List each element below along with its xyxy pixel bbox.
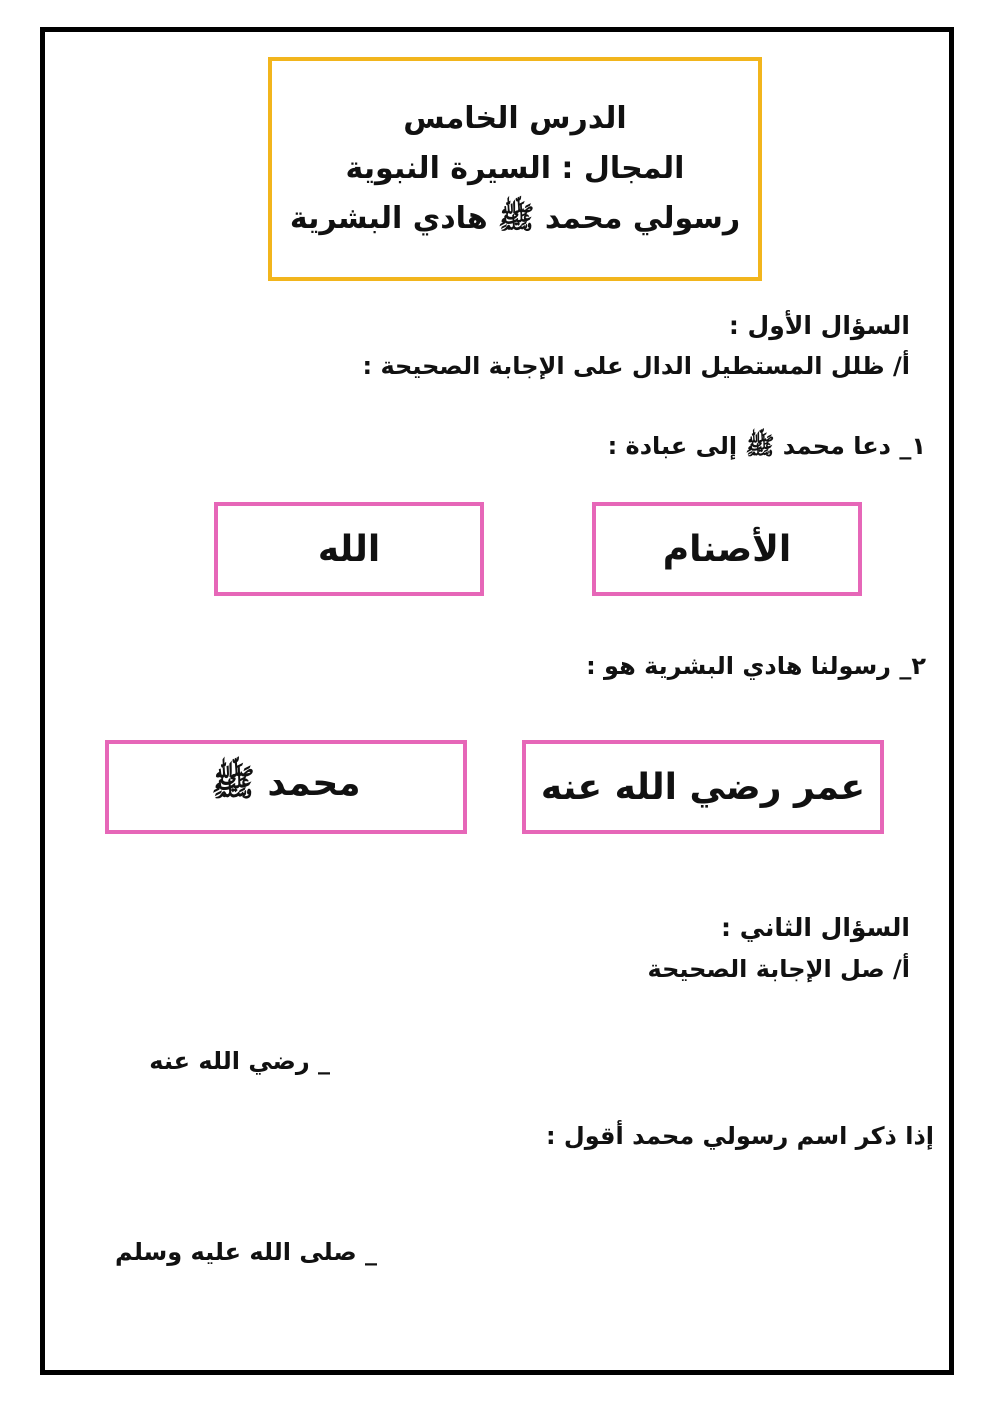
- question2-answer-radiallah: _ رضي الله عنه: [149, 1047, 330, 1075]
- question2-instruction: أ/ صل الإجابة الصحيحة: [647, 955, 910, 983]
- lesson-number: الدرس الخامس: [403, 101, 627, 136]
- question1-item2-prompt: ٢_ رسولنا هادي البشرية هو :: [586, 652, 926, 680]
- option-muhammad[interactable]: محمد ﷺ: [105, 740, 467, 834]
- question1-instruction: أ/ ظلل المستطيل الدال على الإجابة الصحيحة :: [362, 352, 910, 380]
- lesson-domain: المجال : السيرة النبوية: [345, 151, 685, 186]
- question2-heading: السؤال الثاني :: [721, 913, 910, 942]
- question2-answer-salla: _ صلى الله عليه وسلم: [115, 1238, 377, 1266]
- option-allah[interactable]: الله: [214, 502, 484, 596]
- option-omar[interactable]: عمر رضي الله عنه: [522, 740, 884, 834]
- option-idols[interactable]: الأصنام: [592, 502, 862, 596]
- question2-prompt: إذا ذكر اسم رسولي محمد أقول :: [545, 1122, 934, 1150]
- lesson-topic: رسولي محمد ﷺ هادي البشرية: [289, 201, 741, 236]
- lesson-title-box: [268, 57, 762, 281]
- question1-heading: السؤال الأول :: [728, 311, 910, 340]
- question1-item1-prompt: ١_ دعا محمد ﷺ إلى عبادة :: [607, 432, 926, 460]
